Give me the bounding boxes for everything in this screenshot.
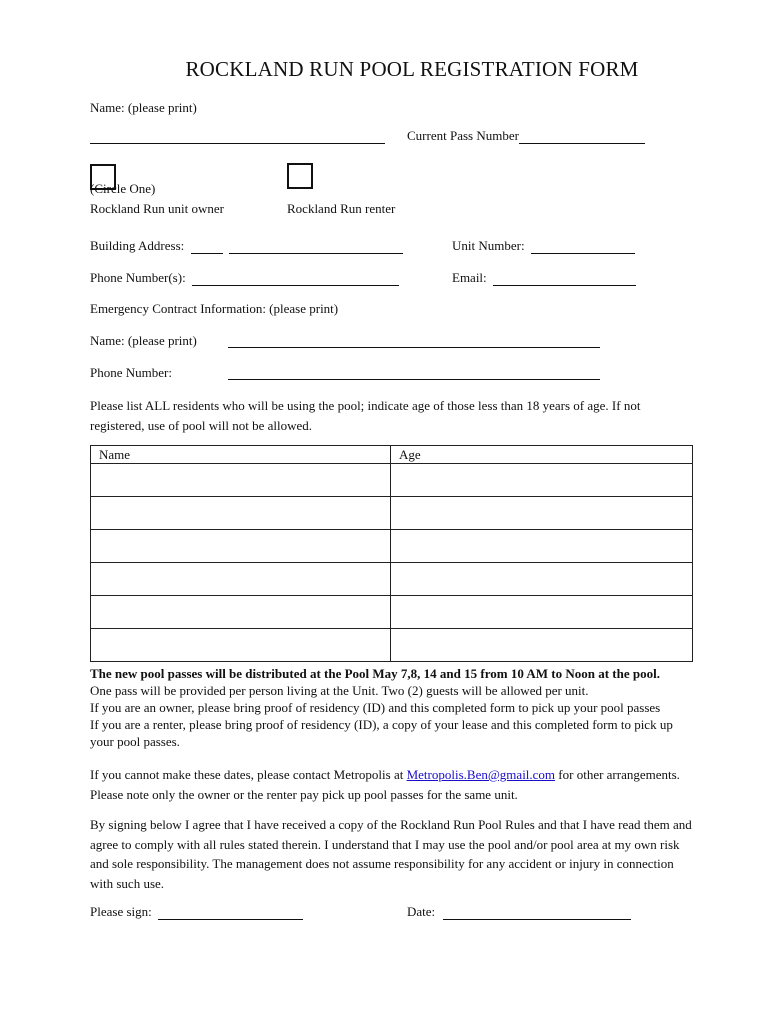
- form-title: ROCKLAND RUN POOL REGISTRATION FORM: [185, 57, 639, 81]
- agreement-paragraph: [90, 815, 692, 893]
- residents-instructions: [90, 396, 640, 435]
- name-field[interactable]: [90, 143, 385, 144]
- current-pass-field[interactable]: [519, 143, 645, 144]
- one-pass-notice: One pass will be provided per person living at the Unit. Two (2) guests will be allowed per unit.: [90, 683, 589, 698]
- date-group: [407, 904, 631, 920]
- agreement-line-3: and sole responsibility. The management does not assume responsibility for any accident or injury in connection: [90, 856, 674, 871]
- agreement-line-4: with such use.: [90, 875, 165, 891]
- distribution-notice: The new pool passes will be distributed at the Pool May 7,8, 14 and 15 from 10 AM to Noon at the pool.: [90, 666, 660, 681]
- resident-name-cell[interactable]: [91, 530, 391, 563]
- building-number-field[interactable]: [191, 253, 223, 254]
- unit-number-group: [452, 238, 635, 254]
- renter-checkbox[interactable]: [287, 163, 313, 189]
- building-address-field[interactable]: [229, 253, 403, 254]
- signature-field[interactable]: [158, 919, 303, 920]
- resident-age-cell[interactable]: [391, 497, 693, 530]
- table-row: [91, 530, 693, 563]
- agreement-line-2: agree to comply with all rules stated therein. I understand that I may use the pool and/or pool area at my own risk: [90, 836, 680, 852]
- date-label: Date:: [407, 904, 436, 919]
- building-address-label: Building Address:: [90, 238, 185, 253]
- resident-age-cell[interactable]: [391, 530, 693, 563]
- resident-name-cell[interactable]: [91, 596, 391, 629]
- contact-text-after: for other arrangements.: [558, 767, 680, 782]
- contact-email-link[interactable]: Metropolis.Ben@gmail.com: [406, 767, 556, 782]
- residents-table: [90, 445, 693, 662]
- renter-proof-notice-line-1: If you are a renter, please bring proof of residency (ID), a copy of your lease and this completed form to pick up: [90, 717, 673, 732]
- unit-number-field[interactable]: [531, 253, 635, 254]
- renter-option-label: Rockland Run renter: [287, 201, 396, 216]
- table-row: [91, 464, 693, 497]
- email-field[interactable]: [493, 285, 636, 286]
- phone-label: Phone Number(s):: [90, 270, 186, 285]
- sign-label: Please sign:: [90, 904, 152, 919]
- circle-one-label: (Circle One): [90, 181, 156, 196]
- resident-name-cell[interactable]: [91, 563, 391, 596]
- emergency-phone-field[interactable]: [228, 379, 600, 380]
- column-header-age: Age: [391, 446, 693, 464]
- renter-proof-notice-line-2: your pool passes.: [90, 734, 180, 749]
- resident-age-cell[interactable]: [391, 563, 693, 596]
- contact-text-before: If you cannot make these dates, please contact Metropolis at: [90, 767, 404, 782]
- residents-instructions-line-2: registered, use of pool will not be allowed.: [90, 417, 313, 433]
- table-row: [91, 629, 693, 662]
- owner-renter-note: Please note only the owner or the renter pay pick up pool passes for the same unit.: [90, 786, 518, 802]
- signature-group: [90, 904, 303, 920]
- contact-section: [90, 765, 680, 804]
- contact-line: [90, 765, 680, 785]
- email-label: Email:: [452, 270, 487, 285]
- pickup-notes: [90, 665, 673, 750]
- current-pass-label: Current Pass Number: [407, 128, 519, 143]
- owner-option-label: Rockland Run unit owner: [90, 201, 224, 216]
- phone-field[interactable]: [192, 285, 399, 286]
- unit-number-label: Unit Number:: [452, 238, 525, 253]
- resident-age-cell[interactable]: [391, 464, 693, 497]
- owner-proof-notice: If you are an owner, please bring proof of residency (ID) and this completed form to pick up your pool passes: [90, 700, 661, 715]
- table-row: [91, 497, 693, 530]
- date-field[interactable]: [443, 919, 631, 920]
- emergency-name-label: Name: (please print): [90, 333, 197, 348]
- email-group: [452, 270, 636, 286]
- emergency-heading: Emergency Contract Information: (please print): [90, 301, 339, 316]
- current-pass-group: [407, 128, 645, 144]
- emergency-phone-label: Phone Number:: [90, 365, 172, 380]
- phone-group: [90, 270, 399, 286]
- resident-name-cell[interactable]: [91, 464, 391, 497]
- resident-name-cell[interactable]: [91, 497, 391, 530]
- resident-name-cell[interactable]: [91, 629, 391, 662]
- column-header-name: Name: [91, 446, 391, 464]
- building-address-group: [90, 238, 403, 254]
- resident-age-cell[interactable]: [391, 629, 693, 662]
- residents-table-header: [91, 446, 693, 464]
- emergency-name-field[interactable]: [228, 347, 600, 348]
- residents-instructions-line-1: Please list ALL residents who will be using the pool; indicate age of those less than 18 years of age. If not: [90, 398, 641, 413]
- agreement-line-1: By signing below I agree that I have received a copy of the Rockland Run Pool Rules and that I have read them and: [90, 817, 692, 832]
- name-label: Name: (please print): [90, 100, 197, 115]
- resident-age-cell[interactable]: [391, 596, 693, 629]
- table-row: [91, 563, 693, 596]
- table-row: [91, 596, 693, 629]
